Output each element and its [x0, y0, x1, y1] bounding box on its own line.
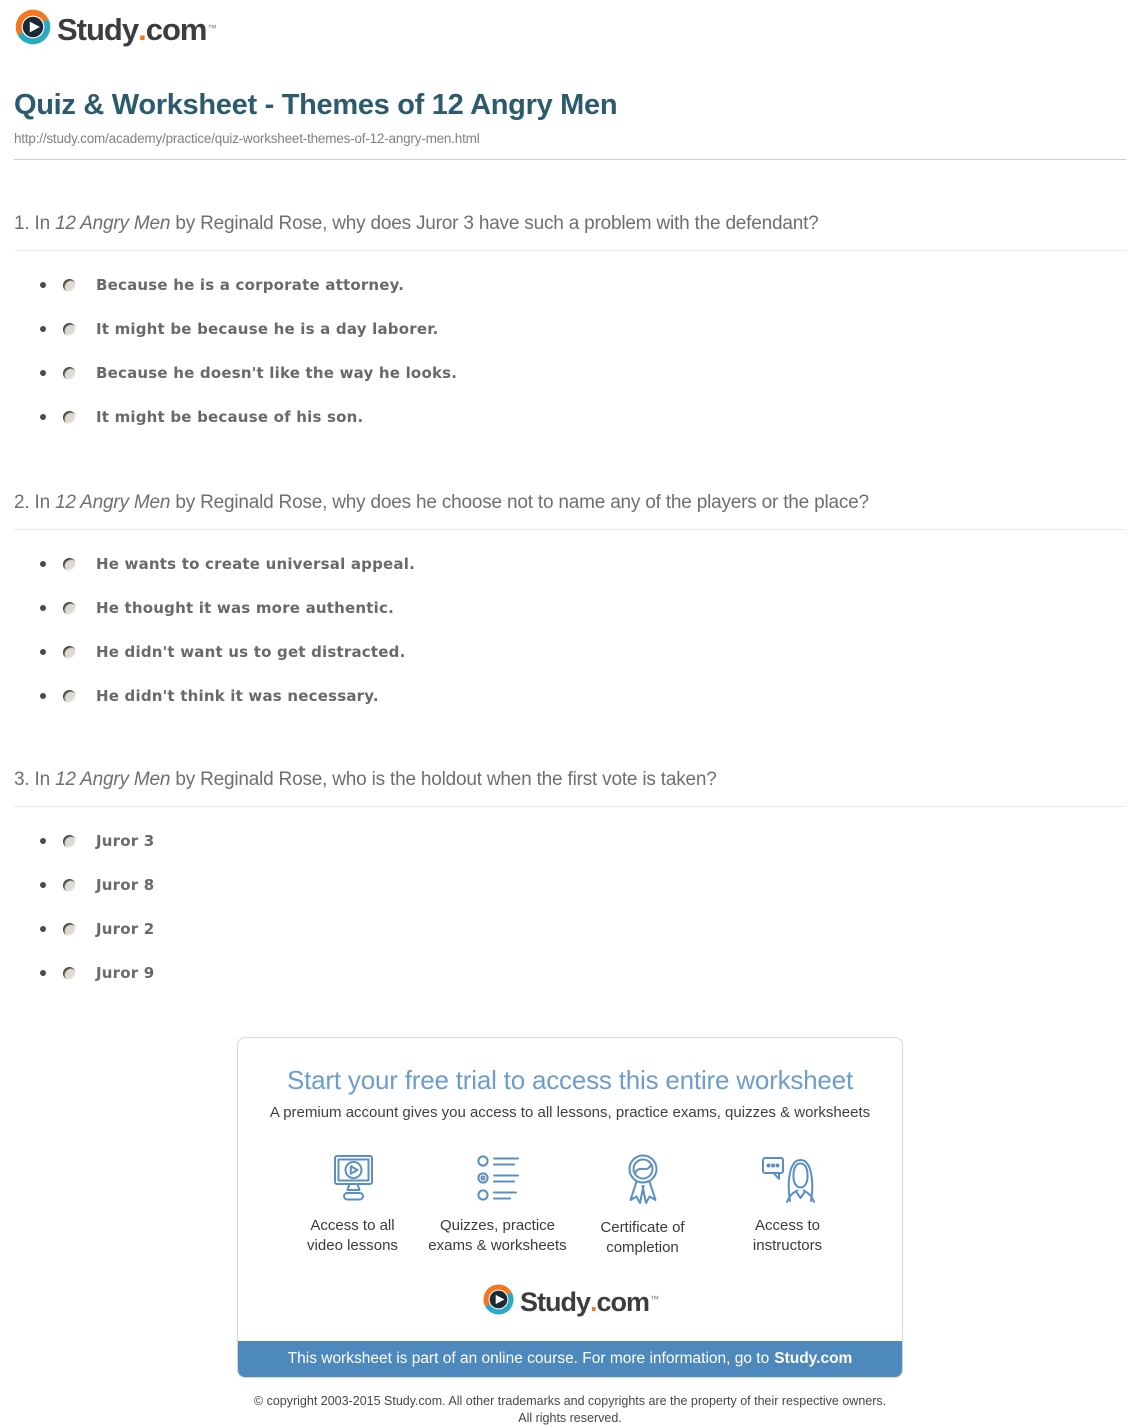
answer-option-label: Because he doesn't like the way he looks. [96, 364, 458, 382]
answer-option[interactable] [14, 586, 1126, 630]
radio-button[interactable] [63, 690, 76, 703]
bullet-dot-icon [40, 370, 46, 376]
question-2-body: by Reginald Rose, why does he choose not to name any of the players or the place? [170, 492, 869, 513]
play-button-icon [14, 8, 52, 51]
question-2-prefix: 2. In [14, 492, 56, 513]
answer-option[interactable] [14, 395, 1126, 439]
feature-label [753, 1216, 822, 1256]
bullet-dot-icon [40, 414, 46, 420]
question-1-options [14, 263, 1126, 439]
feature-list [280, 1153, 860, 1258]
feature-video-lessons [280, 1153, 425, 1258]
question-1-prefix: 1. In [14, 213, 56, 234]
answer-option[interactable] [14, 542, 1126, 586]
question-3-prefix: 3. In [14, 769, 56, 790]
radio-button[interactable] [63, 602, 76, 615]
feature-label-line2: instructors [752, 1237, 823, 1254]
logo-wordmark [520, 1287, 658, 1318]
answer-option[interactable] [14, 863, 1126, 907]
answer-option-label: Because he is a corporate attorney. [96, 276, 405, 294]
answer-option-label: Juror 9 [96, 964, 155, 982]
copyright-notice [14, 1393, 1126, 1427]
bullet-dot-icon [40, 649, 46, 655]
answer-option-label: Juror 2 [96, 920, 155, 938]
feature-label-line1: Access to all [310, 1217, 395, 1234]
feature-label-line2: exams & worksheets [428, 1237, 567, 1254]
radio-button[interactable] [63, 835, 76, 848]
question-2-book-title: 12 Angry Men [55, 492, 171, 513]
logo-trademark: ™ [207, 22, 216, 33]
radio-button[interactable] [63, 367, 76, 380]
radio-button[interactable] [63, 279, 76, 292]
question-3-text [14, 766, 894, 793]
bullet-dot-icon [40, 970, 46, 976]
answer-option[interactable] [14, 951, 1126, 995]
feature-label [428, 1216, 566, 1256]
bullet-dot-icon [40, 326, 46, 332]
answer-option-label: He wants to create universal appeal. [96, 555, 415, 573]
question-2 [14, 489, 1126, 718]
copyright-line1: © copyright 2003-2015 Study.com. All other trademarks and copyrights are the property of their respective owners. [253, 1394, 887, 1408]
answer-option[interactable] [14, 307, 1126, 351]
answer-option[interactable] [14, 351, 1126, 395]
logo-word-study: Study [519, 1286, 590, 1317]
bullet-dot-icon [40, 693, 46, 699]
question-3 [14, 766, 1126, 995]
radio-button[interactable] [63, 923, 76, 936]
question-3-body: by Reginald Rose, who is the holdout when the first vote is taken? [170, 769, 717, 790]
answer-option-label: It might be because of his son. [96, 408, 364, 426]
logo-word-com: com [145, 11, 207, 47]
answer-option[interactable] [14, 674, 1126, 718]
feature-certificate [570, 1153, 715, 1258]
header-divider [14, 159, 1126, 160]
feature-label-line2: video lessons [307, 1237, 398, 1254]
study-com-logo [482, 1283, 658, 1321]
radio-button[interactable] [63, 646, 76, 659]
feature-label-line1: Certificate of [600, 1219, 685, 1236]
video-lessons-icon [324, 1153, 382, 1205]
question-2-text [14, 489, 894, 516]
answer-option[interactable] [14, 630, 1126, 674]
answer-option[interactable] [14, 263, 1126, 307]
bullet-dot-icon [40, 561, 46, 567]
free-trial-heading[interactable]: Start your free trial to access this entire worksheet [287, 1065, 853, 1095]
radio-button[interactable] [63, 967, 76, 980]
play-button-icon [482, 1283, 515, 1321]
logo-dot: . [589, 1286, 597, 1317]
question-1 [14, 210, 1126, 439]
feature-label [600, 1218, 684, 1258]
answer-option-label: He didn't want us to get distracted. [96, 643, 406, 661]
free-trial-panel [237, 1037, 903, 1378]
page-url: http://study.com/academy/practice/quiz-worksheet-themes-of-12-angry-men.html [14, 131, 480, 146]
question-1-text [14, 210, 894, 237]
quiz-list-icon [472, 1153, 524, 1205]
radio-button[interactable] [63, 558, 76, 571]
answer-option[interactable] [14, 819, 1126, 863]
radio-button[interactable] [63, 323, 76, 336]
question-3-options [14, 819, 1126, 995]
answer-option-label: He thought it was more authentic. [96, 599, 394, 617]
certificate-icon [615, 1153, 671, 1207]
bullet-dot-icon [40, 926, 46, 932]
question-2-divider [14, 529, 1126, 530]
free-trial-subheading: A premium account gives you access to all lessons, practice exams, quizzes & worksheets [269, 1104, 871, 1121]
copyright-line2: All rights reserved. [518, 1411, 622, 1425]
page-title: Quiz & Worksheet - Themes of 12 Angry Men [14, 89, 618, 121]
instructor-icon [759, 1153, 817, 1205]
question-1-divider [14, 250, 1126, 251]
question-1-book-title: 12 Angry Men [55, 213, 171, 234]
radio-button[interactable] [63, 411, 76, 424]
feature-label-line2: completion [606, 1239, 679, 1256]
feature-label-line1: Quizzes, practice [439, 1217, 556, 1234]
answer-option-label: Juror 3 [96, 832, 155, 850]
feature-label-line1: Access to [754, 1217, 821, 1234]
answer-option-label: He didn't think it was necessary. [96, 687, 379, 705]
banner-text: This worksheet is part of an online course. For more information, go to [287, 1350, 770, 1367]
feature-instructors [715, 1153, 860, 1258]
question-2-options [14, 542, 1126, 718]
banner-study-com-link[interactable]: Study.com [774, 1350, 853, 1367]
online-course-banner [238, 1341, 902, 1377]
question-1-body: by Reginald Rose, why does Juror 3 have such a problem with the defendant? [170, 213, 819, 234]
radio-button[interactable] [63, 879, 76, 892]
study-com-logo [14, 8, 216, 51]
bullet-dot-icon [40, 282, 46, 288]
answer-option-label: It might be because he is a day laborer. [96, 320, 439, 338]
logo-dot: . [138, 11, 146, 47]
logo-word-com: com [596, 1286, 650, 1317]
logo-word-study: Study [57, 11, 139, 47]
question-3-book-title: 12 Angry Men [55, 769, 171, 790]
bullet-dot-icon [40, 605, 46, 611]
feature-label [307, 1216, 398, 1256]
bullet-dot-icon [40, 882, 46, 888]
answer-option[interactable] [14, 907, 1126, 951]
logo-wordmark [57, 12, 216, 48]
answer-option-label: Juror 8 [96, 876, 155, 894]
feature-quizzes [425, 1153, 570, 1258]
bullet-dot-icon [40, 838, 46, 844]
logo-trademark: ™ [650, 1293, 659, 1304]
question-3-divider [14, 806, 1126, 807]
